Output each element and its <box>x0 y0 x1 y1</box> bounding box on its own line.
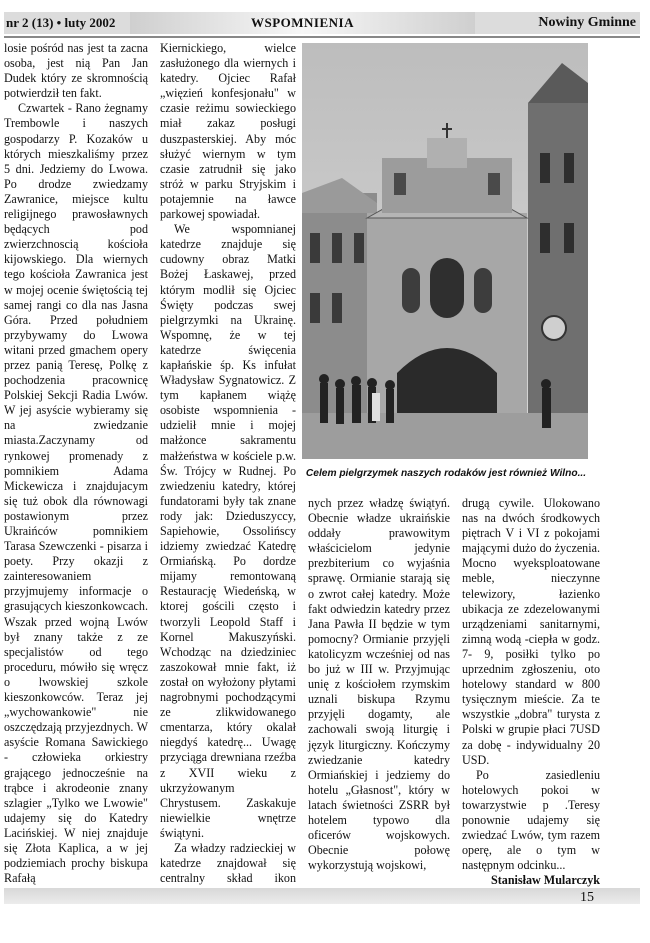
article-column-2 <box>160 41 296 886</box>
page-number: 15 <box>580 890 594 905</box>
header-rule <box>4 36 640 38</box>
author-signature: Stanisław Mularczyk <box>491 873 600 888</box>
photo-gate-of-dawn <box>302 43 588 459</box>
publication-name: Nowiny Gminne <box>475 12 640 34</box>
section-title: WSPOMNIENIA <box>130 12 475 34</box>
paragraph: nych przez władzę świątyń. Obecnie władze ukraińskie oddały prawowitym właścicielom jedynie prezbiterium co wyjaśnia sprawę. Ormianie starają się o zwrot całej katedry. Może fakt odwiedzin katedry przez Jana Pawła II będzie w tym pomocny? Ormianie przyjęli katolicyzm wcześniej od nas bo już w III w. Przyjmując unię z kościołem rzymskim uznali biskupa Rzymu przyjęli dogamty, ale zachowali swoją liturgię i język liturgiczny. Kończymy zwiedzanie katedry Ormiańskiej i jedziemy do hotelu „Głasnost", który w latach świetności ZSRR był hotelem typowo dla oficerów wojskowych. Obecnie połowę wykorzystują wojskowi, <box>308 496 450 873</box>
article-column-3 <box>308 496 450 886</box>
article-column-1 <box>4 41 148 889</box>
footer-rule <box>4 888 640 904</box>
paragraph: losie pośród nas jest ta zacna osoba, jest nią Pan Jan Dudek który ze skromnością potwierdził ten fakt. <box>4 41 148 101</box>
paragraph: drugą cywile. Ulokowano nas na dwóch środkowych piętrach V i VI z pokojami mającymi dużo do życzenia. Mocno wyeksploatowane meble, nieczynne telewizory, łazienko ubikacja ze zdezelowanymi urządzeniami sanitarnymi, zimną wodą -ciepła w godz. 7- 9, posiłki tylko po uprzednim zgłoszeniu, oto hotelowy standard w 800 tysięcznym mieście. Za te wszystkie „dobra" turysta z Polski w grupie płaci 7USD za dobę - indywidualny 20 USD. <box>462 496 600 767</box>
paragraph: Kiernickiego, wielce zasłużonego dla wiernych i katedry. Ojciec Rafał „więzień konfesjonału" w czasie reżimu sowieckiego miał zakaz posługi duszpasterskiej. Aby móc służyć wiernym w tym czasie zatrudnił się jako stróż w parku Stryjskim i potajemnie na ławce parkowej spowiadał. <box>160 41 296 222</box>
paragraph: We wspomnianej katedrze znajduje się cudowny obraz Matki Bożej Łaskawej, przed którym modlił się Ojciec Święty podczas swej pielgrzymki na Ukrainę. Wspomnę, że w tej katedrze święcenia kapłańskie śp. Ks infułat Władysław Sygnatowicz. Z tym kapłanem wiążę osobiste wspomnienia - udzielił mnie i mojej małżonce sakramentu małżeństwa w kościele p.w. Św. Trójcy w Rudnej. Po zwiedzeniu katedry, której fundatorami były tak znane rody jak: Dzieduszyccy, Sapiehowie, Ossolińscy idziemy zwiedzać Katedrę Ormiańską. Po dordze mijamy remontowaną Restaurację Wiedeńską, w ktorej gościli często i tworzyli Leopold Staff i Kornel Makuszyński. Wchodząc na dziedziniec zaszokował mnie fakt, iż został on wyłożony płytami nagrobnymi pochodzącymi ze zlikwidowanego cmentarza, który okalał niegdyś katedrę... Uwagę przyciąga drewniana rzeźba z XVII wieku z ukrzyżowanym Chrystusem. Zaskakuje niewielkie wnętrze świątyni. <box>160 222 296 840</box>
paragraph: Po zasiedleniu hotelowych pokoi w towarzystwie p .Teresy ponownie udajemy się zwiedzać Lwów, tym razem operę, ale o tym w następnym odcinku... <box>462 767 600 873</box>
article-column-4 <box>462 496 600 886</box>
church-gate-illustration <box>302 43 588 459</box>
page-header <box>4 12 640 34</box>
paragraph: Czwartek - Rano żegnamy Trembowle i naszych gospodarzy P. Kozaków u których mieszkaliśmy przez 5 dni. Jedziemy do Lwowa. Po drodze zwiedzamy Zawranice, miejsce kultu religijnego prawosławnych będących pod zwierzchnoscią kościoła kijowskiego. Dla wiernych tego kościoła Zawranica jest w mojej ocenie świętością tej samej rangi co dla nas Jasna Góra. Przed południem przybywamy do Lwowa witani przed gmachem opery przez panią Teresę, Polkę z pochodzenia pracownicę Polskiej Sekcji Radia Lwów. W jej asyście wybieramy się na zwiedzanie miasta.Zaczynamy od rynkowej promenady z pomnikiem Adama Mickewicza i znajdujacym się tuż obok dla równowagi postawionym przez Ukraińców pomnikiem Tarasa Szewczenki - pisarza i poety. Przy okazji z zainteresowaniem przyjmujemy informacje o grasujących kieszonkowcach. Wszak przed wojną Lwów był znany także z ze specjalistów od tego proceduru, mówiło się wręcz o lwowskiej szkole kieszonkowców. Teraz jej „wychowankowie" nie oszczędzają przyjezdnych. W asyście Romana Sawickiego - człowieka orkiestry grającego jednocześnie na trąbce i akrodeonie znany szlagier „Tylko we Lwowie" udajemy się do Katedry Lacińskiej. W niej znajduje się Złota Kaplica, a w jej podziemiach prochy biskupa Rafałą <box>4 101 148 886</box>
issue-info: nr 2 (13) • luty 2002 <box>4 12 130 34</box>
photo-caption: Celem pielgrzymek naszych rodaków jest również Wilno... <box>305 468 587 479</box>
paragraph: Za władzy radzieckiej w katedrze znajdował się centralny skład ikon <box>160 840 296 886</box>
